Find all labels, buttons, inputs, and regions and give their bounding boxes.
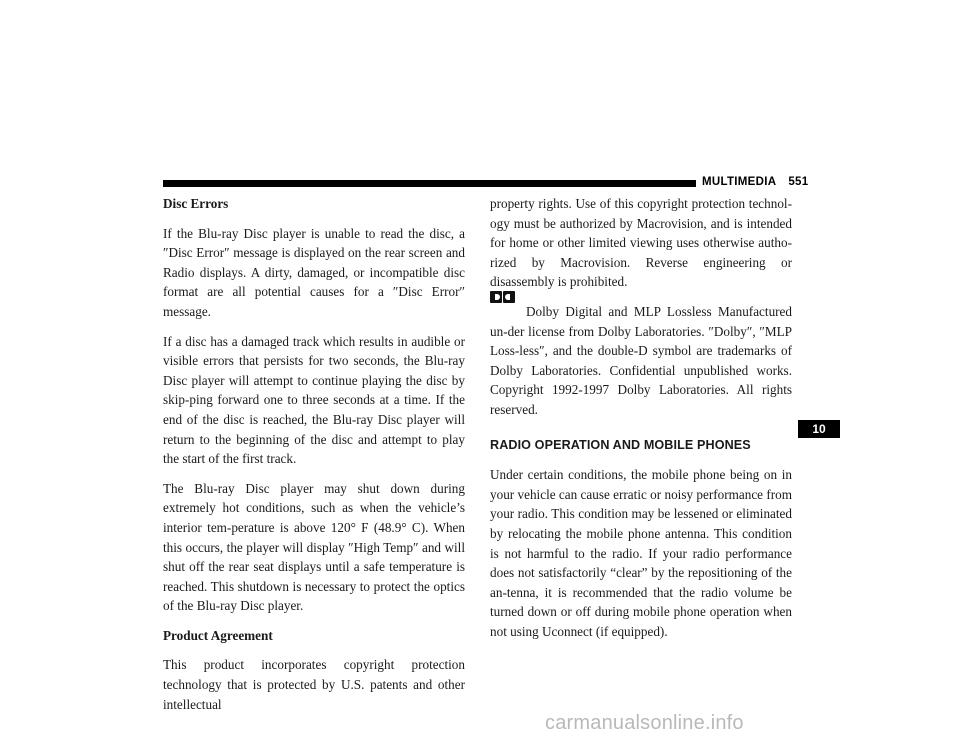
disc-errors-heading: Disc Errors bbox=[163, 196, 229, 211]
radio-section-heading: RADIO OPERATION AND MOBILE PHONES bbox=[490, 437, 751, 452]
product-agreement-paragraph: This product incorporates copyright protection technology that is protected by U.S. patents and other intellectual bbox=[163, 657, 465, 712]
macrovision-paragraph: property rights. Use of this copyright protection technol-ogy must be authorized by Macrovision, and is intended for home or other limited viewing uses otherwise autho-rized by Macrovision. Reverse engineering or disassembly is prohibited. bbox=[490, 196, 792, 290]
radio-mobile-paragraph: Under certain conditions, the mobile phone being on in your vehicle can cause erratic or noisy performance from your radio. This condition may be lessened or eliminated by relocating the mobile phone antenna. This condition is not harmful to the radio. If your radio performance does not satisfactorily “clear” by the repositioning of the an-tenna, it is recommended that the radio volume be turned down or off during mobile phone operation when not using Uconnect (if equipped). bbox=[490, 467, 792, 639]
header-rule bbox=[163, 180, 696, 187]
damaged-track-paragraph: If a disc has a damaged track which results in audible or visible errors that persists for two seconds, the Blu-ray Disc player will attempt to continue playing the disc by skip-ping forward one to three seconds at a time. If the end of the disc is reached, the Blu-ray Disc player will return to the beginning of the disc and attempt to play the start of the first track. bbox=[163, 333, 465, 467]
hot-conditions-paragraph: The Blu-ray Disc player may shut down during extremely hot conditions, such as when the vehicle’s interior tem-perature is above 120° F (48.9° C). When this occurs, the player will display ″High Temp″ and will shut off the rear seat displays until a safe temperature is reached. This shutdown is necessary to protect the optics of the Blu-ray Disc player. bbox=[163, 480, 465, 614]
chapter-tab: 10 bbox=[798, 420, 840, 438]
running-header bbox=[702, 176, 808, 188]
product-agreement-heading: Product Agreement bbox=[163, 627, 273, 643]
dolby-text: Dolby Digital and MLP Lossless Manufactured un-der license from Dolby Laboratories. ″Dolby″, ″MLP Loss-less″, and the double-D symbol are trademarks of Dolby Laboratories. Confidential unpublished works. Copyright 1992-1997 Dolby Laboratories. All rights reserved. bbox=[490, 303, 792, 417]
watermark: carmanualsonline.info bbox=[545, 712, 744, 734]
dolby-paragraph bbox=[490, 302, 792, 420]
dolby-double-d-icon bbox=[490, 291, 515, 303]
right-column bbox=[490, 194, 792, 651]
section-title: MULTIMEDIA bbox=[702, 176, 777, 188]
left-column bbox=[163, 194, 465, 724]
disc-errors-paragraph: If the Blu-ray Disc player is unable to read the disc, a ″Disc Error″ message is displayed on the rear screen and Radio displays. A dirty, damaged, or incompatible disc format are all potential causes for a ″Disc Error″ message. bbox=[163, 225, 465, 319]
page-number: 551 bbox=[788, 176, 809, 188]
